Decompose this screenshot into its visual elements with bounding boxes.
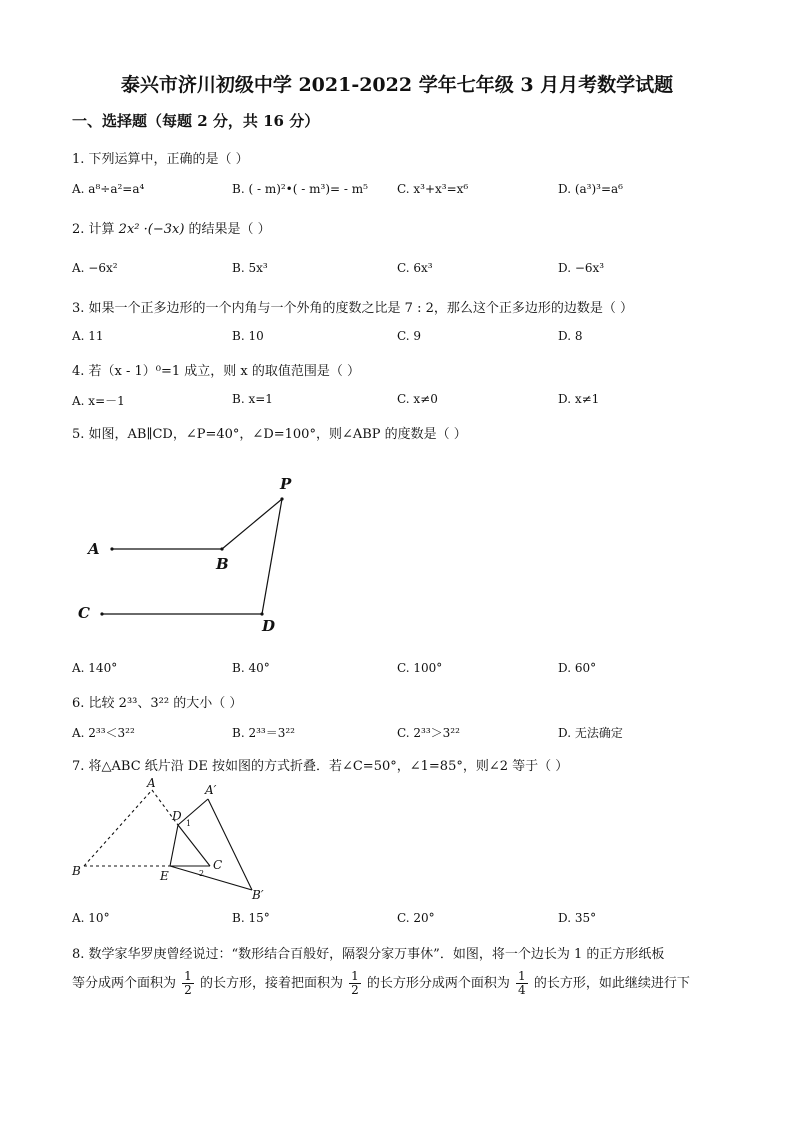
q3-option-d: D. 8 xyxy=(558,329,583,343)
q5-label-p: P xyxy=(280,475,292,493)
q5-point-p xyxy=(280,497,283,500)
section-heading: 一、选择题（每题 2 分，共 16 分） xyxy=(72,112,320,130)
q7-label-d: D xyxy=(172,809,182,823)
q8-text-d: 的长方形，如此继续进行下 xyxy=(533,976,690,991)
q2-option-c: C. 6x³ xyxy=(397,261,433,275)
q7-folding-figure xyxy=(66,775,276,905)
question-2-stem xyxy=(72,218,271,237)
q7-label-a-prime: A′ xyxy=(205,783,217,797)
q5-option-c: C. 100° xyxy=(397,661,443,675)
q7-option-c: C. 20° xyxy=(397,911,435,925)
q1-option-d: D. (a³)³=a⁶ xyxy=(558,182,623,196)
q4-option-a: A. x=－1 xyxy=(72,394,125,408)
q8-text-c: 的长方形分成两个面积为 xyxy=(366,976,510,991)
q7-segment-de xyxy=(170,825,178,866)
q7-segment-ba-dashed xyxy=(84,790,152,866)
q4-option-d: D. x≠1 xyxy=(558,392,600,406)
q7-segment-dc xyxy=(178,825,210,866)
question-5-stem: 5. 如图，AB∥CD，∠P=40°，∠D=100°，则∠ABP 的度数是（ ） xyxy=(72,427,467,442)
q8-frac2-num: 1 xyxy=(351,969,359,983)
q7-option-b: B. 15° xyxy=(232,911,270,925)
q7-segment-da2 xyxy=(178,799,208,825)
q5-point-b xyxy=(220,547,223,550)
q3-option-c: C. 9 xyxy=(397,329,422,343)
q4-option-b: B. x=1 xyxy=(232,392,273,406)
question-6-stem: 6. 比较 2³³、3²² 的大小（ ） xyxy=(72,696,243,711)
q7-angle-2-label: 2 xyxy=(199,869,205,878)
q5-label-a: A xyxy=(88,540,100,558)
q3-option-b: B. 10 xyxy=(232,329,264,343)
question-7-stem: 7. 将△ABC 纸片沿 DE 按如图的方式折叠．若∠C=50°，∠1=85°，则∠2 等于（ ） xyxy=(72,759,569,774)
question-4-stem: 4. 若（x - 1）⁰=1 成立，则 x 的取值范围是（ ） xyxy=(72,364,361,379)
q2-option-d: D. −6x³ xyxy=(558,261,605,275)
q5-segment-bp xyxy=(222,499,282,549)
page-title: 泰兴市济川初级中学 2021-2022 学年七年级 3 月月考数学试题 xyxy=(120,74,674,96)
q2-option-a: A. −6x² xyxy=(72,261,118,275)
q7-option-a: A. 10° xyxy=(72,911,110,925)
question-8-line-1: 8. 数学家华罗庚曾经说过：“数形结合百般好，隔裂分家万事休”．如图，将一个边长为 1 的正方形纸板 xyxy=(72,947,665,962)
q8-fraction-quarter xyxy=(516,970,528,997)
q7-label-b: B xyxy=(72,864,81,878)
q5-geometry-figure xyxy=(72,470,312,640)
q5-label-b: B xyxy=(216,555,229,573)
q5-point-a xyxy=(110,547,113,550)
q8-frac1-num: 1 xyxy=(184,969,192,983)
q3-option-a: A. 11 xyxy=(72,329,104,343)
q5-option-d: D. 60° xyxy=(558,661,597,675)
q8-fraction-half-1 xyxy=(182,970,194,997)
q2-stem-expression: 2x² ·(−3x) xyxy=(118,222,185,237)
q2-stem-post: 的结果是（ ） xyxy=(184,222,271,237)
question-1-stem: 1. 下列运算中，正确的是（ ） xyxy=(72,152,249,167)
q5-label-d: D xyxy=(262,617,276,635)
question-8-line-2 xyxy=(72,968,690,1000)
q2-stem-pre: 2. 计算 xyxy=(72,222,119,237)
q2-option-b: B. 5x³ xyxy=(232,261,268,275)
q8-frac3-num: 1 xyxy=(518,969,526,983)
q5-option-b: B. 40° xyxy=(232,661,270,675)
q7-label-e: E xyxy=(160,869,169,883)
q5-option-a: A. 140° xyxy=(72,661,118,675)
q5-segment-pd xyxy=(262,499,282,614)
q1-option-a: A. a⁸÷a²=a⁴ xyxy=(72,182,145,196)
q7-label-a: A xyxy=(147,776,156,790)
q1-option-c: C. x³+x³=x⁶ xyxy=(397,182,469,196)
q6-option-d: D. 无法确定 xyxy=(558,726,623,740)
q8-frac3-den: 4 xyxy=(518,983,526,997)
q7-segment-a2b2 xyxy=(208,799,252,890)
q6-option-a: A. 2³³＜3²² xyxy=(72,726,135,740)
q1-option-b: B. ( - m)²•( - m³)= - m⁵ xyxy=(232,182,368,196)
q7-segment-eb2 xyxy=(170,866,252,890)
q8-text-b: 的长方形，接着把面积为 xyxy=(199,976,343,991)
q7-option-d: D. 35° xyxy=(558,911,597,925)
q6-option-b: B. 2³³＝3²² xyxy=(232,726,295,740)
q8-fraction-half-2 xyxy=(349,970,361,997)
question-3-stem: 3. 如果一个正多边形的一个内角与一个外角的度数之比是 7 : 2，那么这个正多边形的边数是（ ） xyxy=(72,301,633,316)
q8-text-a: 等分成两个面积为 xyxy=(72,976,177,991)
q7-label-b-prime: B′ xyxy=(252,888,264,902)
q5-label-c: C xyxy=(78,604,90,622)
q7-angle-1-label: 1 xyxy=(186,819,192,828)
q7-label-c: C xyxy=(213,858,223,872)
q5-point-c xyxy=(100,612,103,615)
q8-frac2-den: 2 xyxy=(351,983,359,997)
q8-frac1-den: 2 xyxy=(184,983,192,997)
q4-option-c: C. x≠0 xyxy=(397,392,438,406)
q6-option-c: C. 2³³＞3²² xyxy=(397,726,460,740)
q5-point-d xyxy=(260,612,263,615)
